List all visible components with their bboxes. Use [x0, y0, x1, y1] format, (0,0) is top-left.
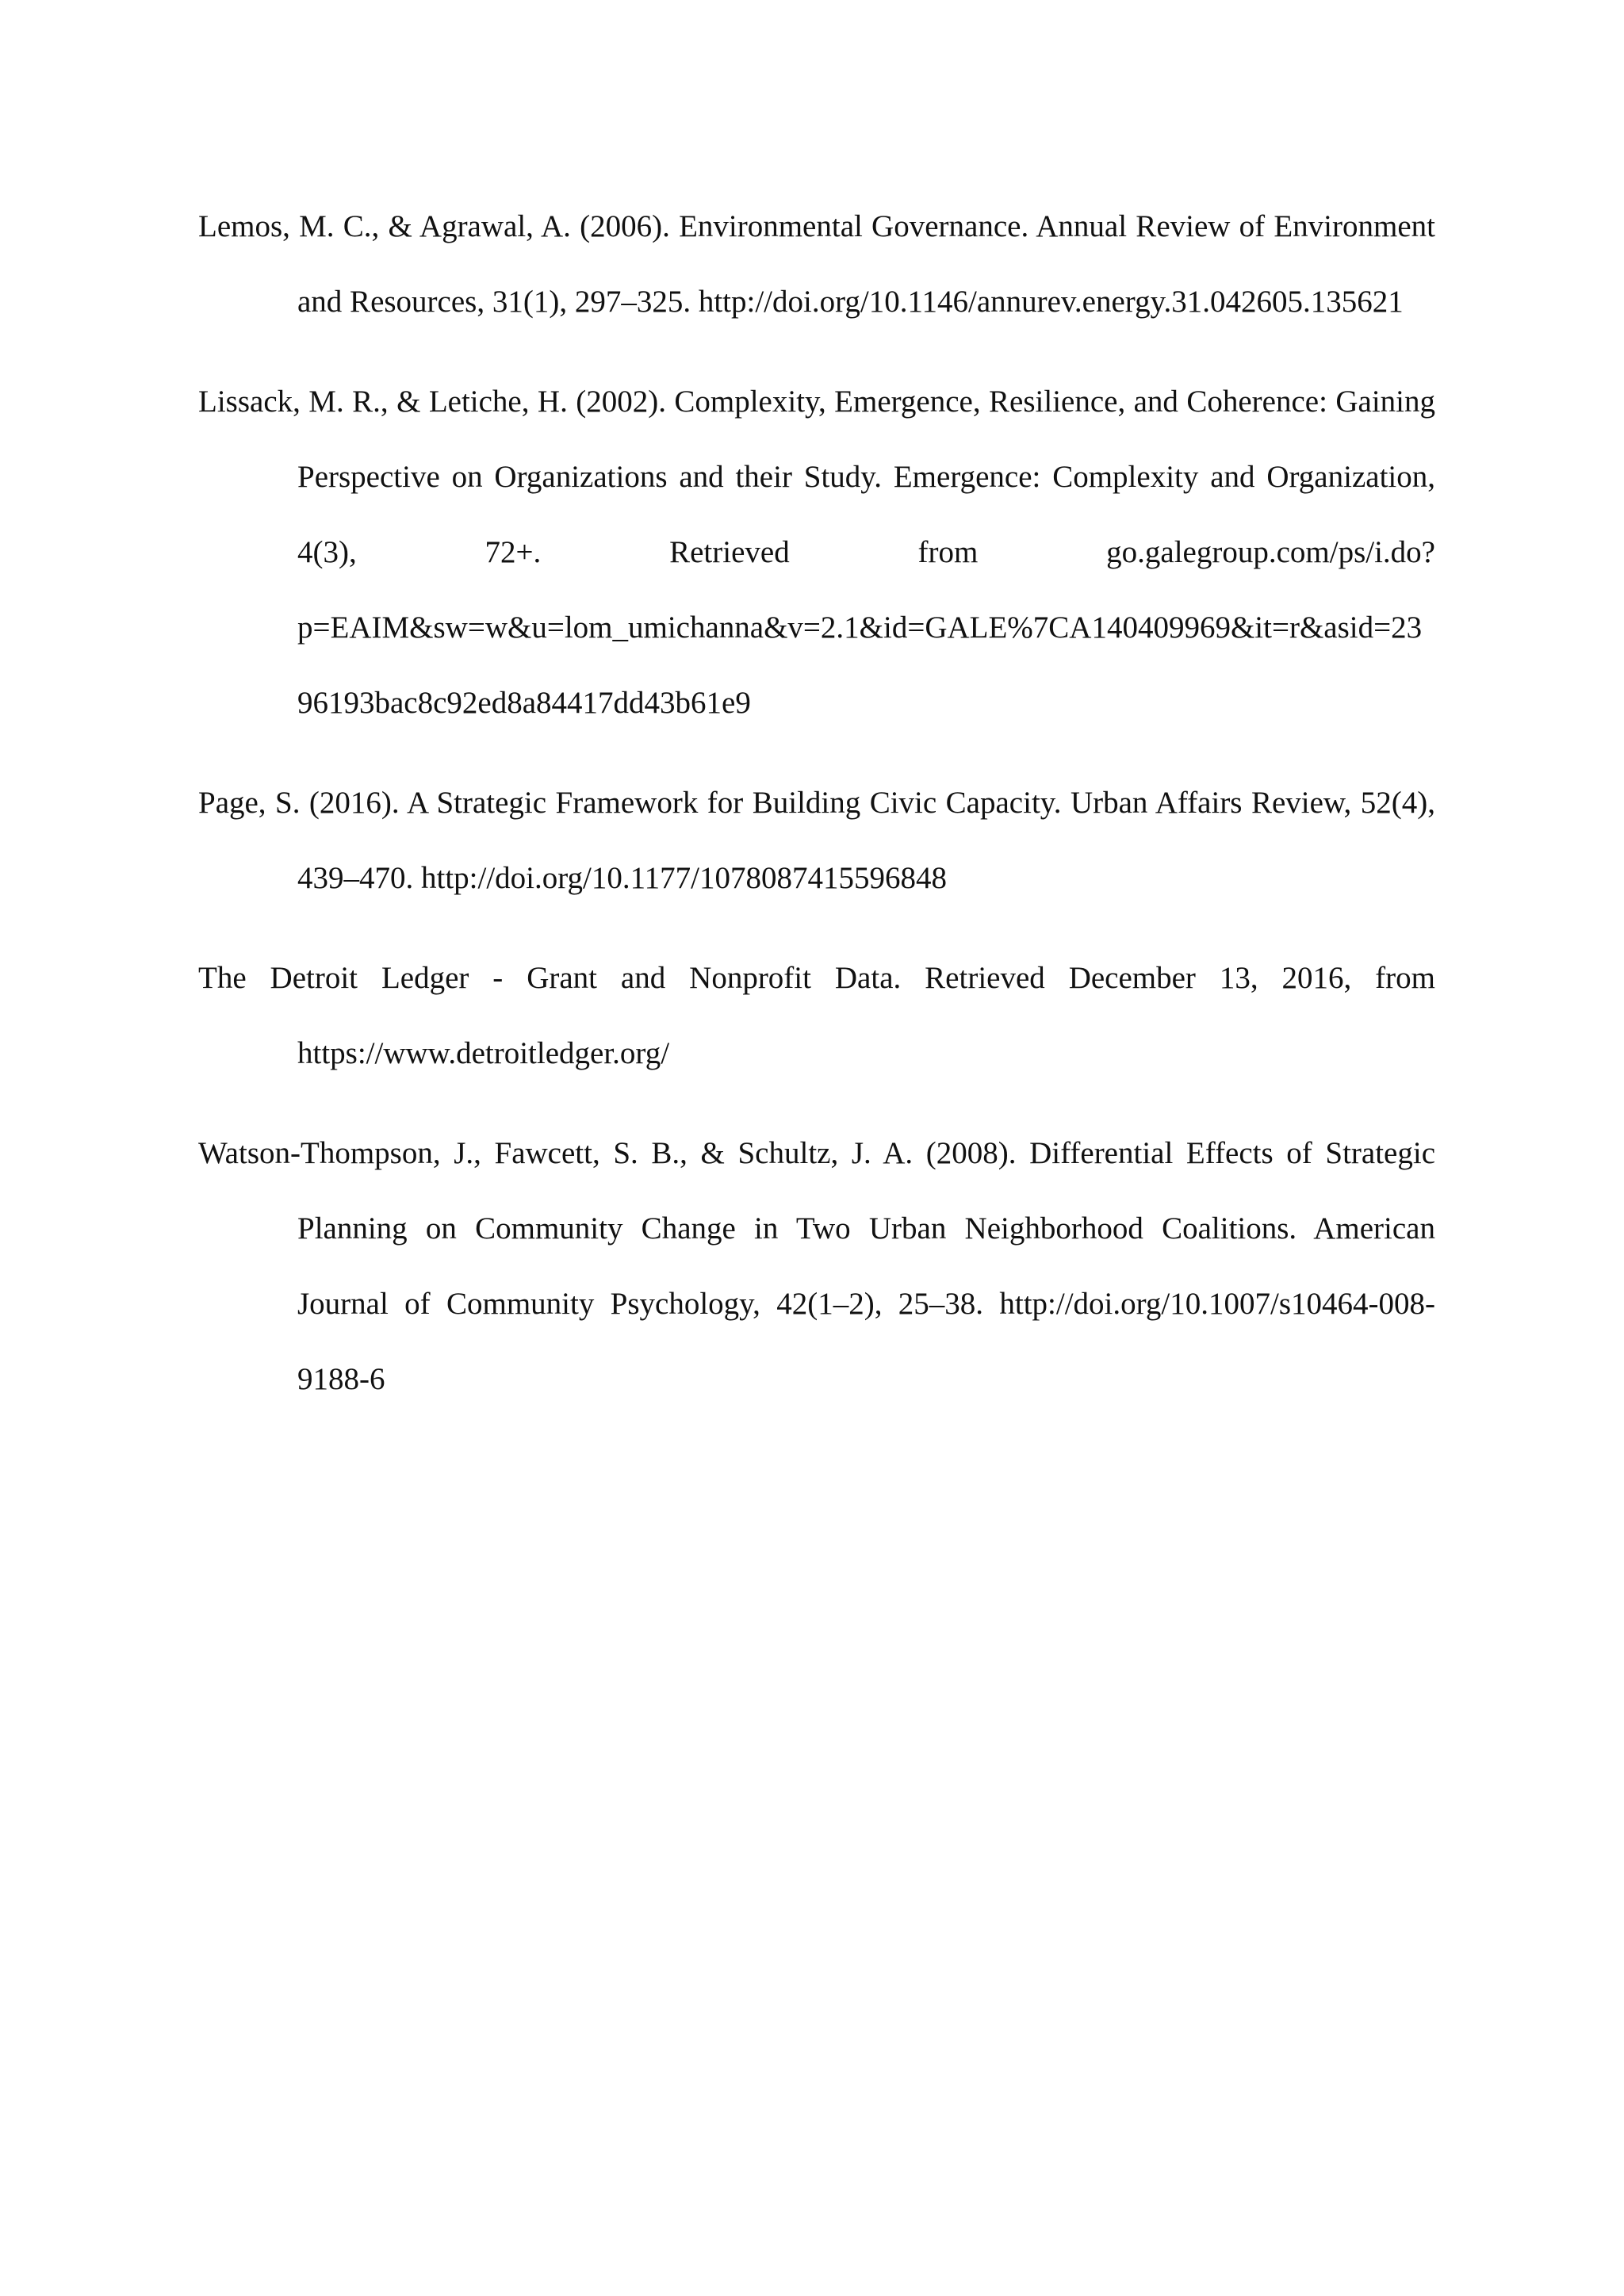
reference-entry-lissack: Lissack, M. R., & Letiche, H. (2002). Complexity, Emergence, Resilience, and Coherence: Gaining Perspective on Organizations and their Study. Emergence: Complexity and Organization, 4(3), 72+. Retrieved from go.galegroup.com/ps/i.do?p=EAIM&sw=w&u=lom_umichanna&v=2.1&id=GALE%7CA140409969&it=r&asid=2396193bac8c92ed8a84417dd43b61e9: [198, 385, 1435, 720]
reference-list: [198, 189, 1435, 1417]
reference-entry-detroit-ledger: The Detroit Ledger - Grant and Nonprofit Data. Retrieved December 13, 2016, from https://www.detroitledger.org/: [198, 961, 1435, 1070]
reference-entry-page: Page, S. (2016). A Strategic Framework for Building Civic Capacity. Urban Affairs Review, 52(4), 439–470. http://doi.org/10.1177/1078087415596848: [198, 786, 1435, 895]
reference-entry-lemos: Lemos, M. C., & Agrawal, A. (2006). Environmental Governance. Annual Review of Environment and Resources, 31(1), 297–325. http://doi.org/10.1146/annurev.energy.31.042605.135621: [198, 209, 1435, 319]
reference-entry-watson-thompson: Watson-Thompson, J., Fawcett, S. B., & Schultz, J. A. (2008). Differential Effects of Strategic Planning on Community Change in Two Urban Neighborhood Coalitions. American Journal of Community Psychology, 42(1–2), 25–38. http://doi.org/10.1007/s10464-008-9188-6: [198, 1136, 1435, 1396]
